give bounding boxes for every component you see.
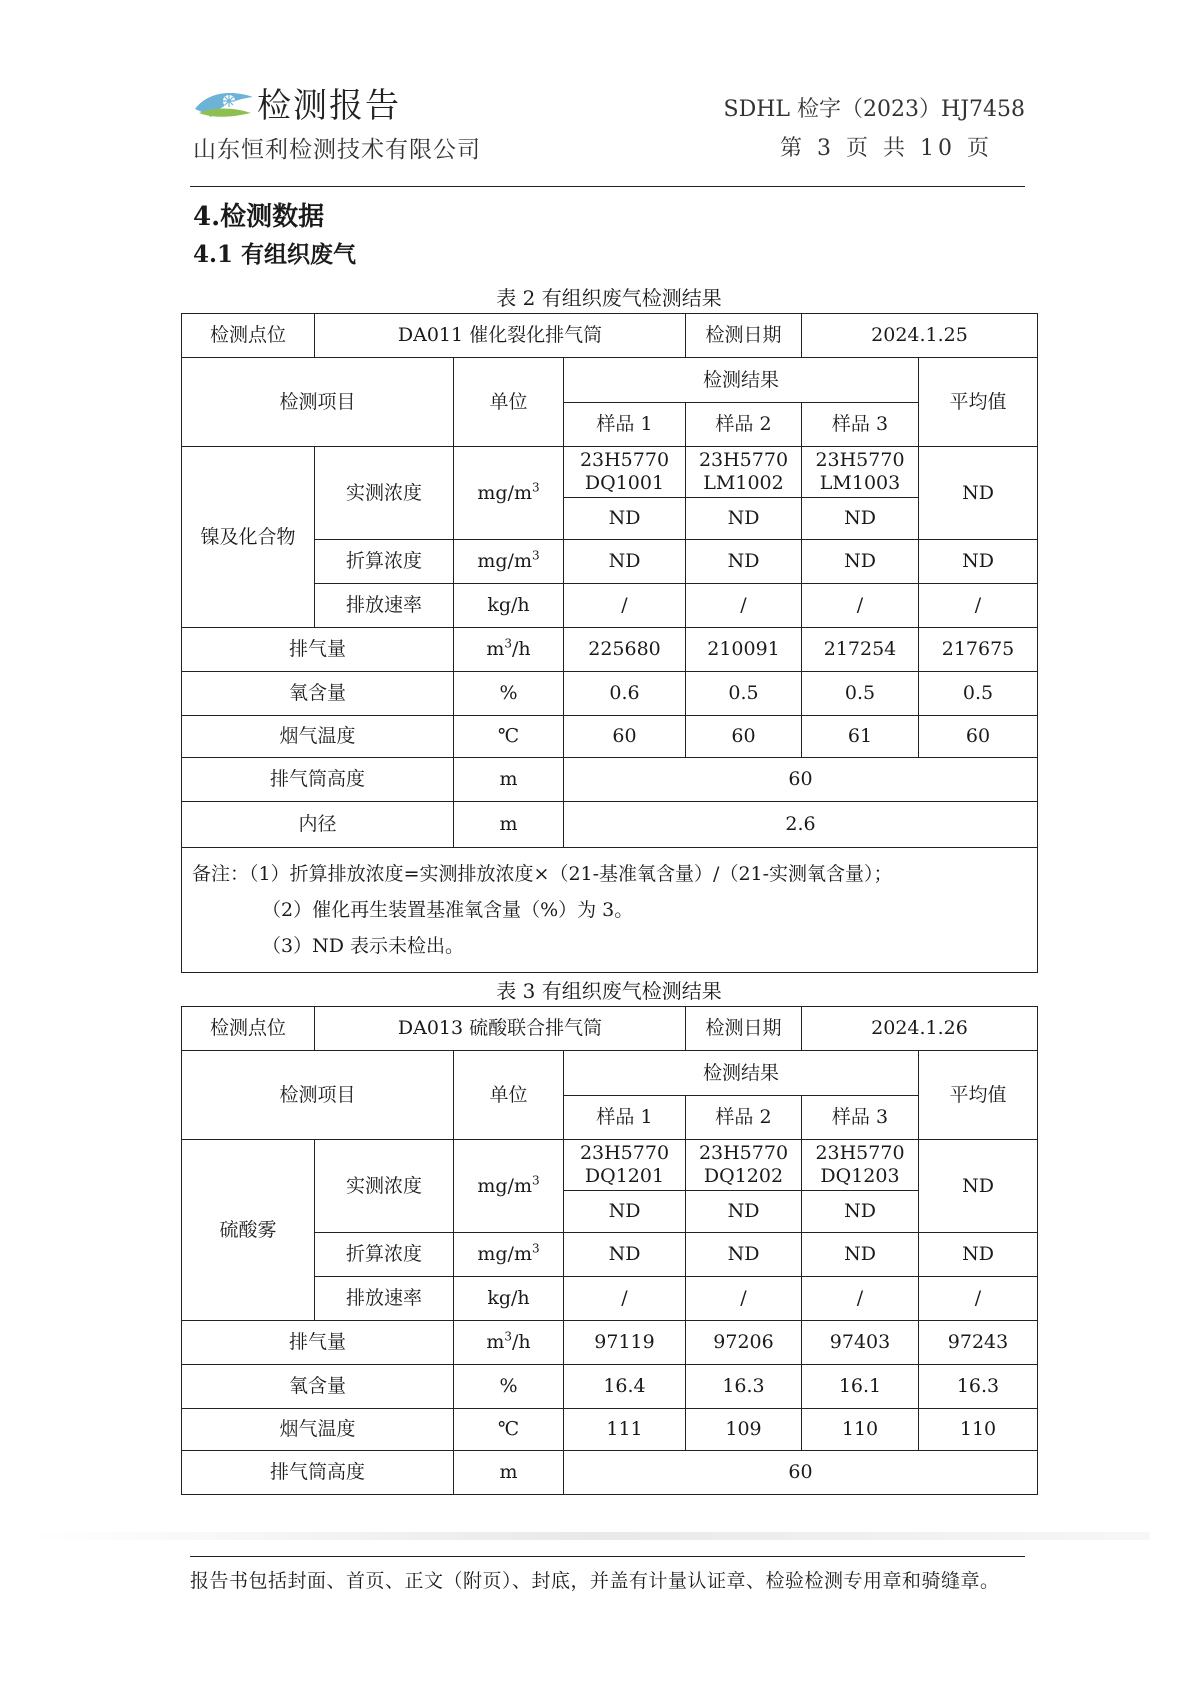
converted-value: ND <box>686 540 802 584</box>
converted-value: ND <box>802 540 919 584</box>
item-header: 检测项目 <box>182 358 454 447</box>
section-title: 4.检测数据 <box>193 202 325 232</box>
item-header: 检测项目 <box>182 1051 454 1140</box>
sample-id: 23H5770 LM1002 <box>686 447 802 498</box>
converted-avg: ND <box>919 540 1038 584</box>
converted-conc-unit: $mg/m^3$ <box>454 1233 564 1277</box>
temp-avg: 110 <box>919 1409 1038 1451</box>
date-label: 检测日期 <box>686 314 802 358</box>
pollutant-name: 硫酸雾 <box>182 1140 315 1321</box>
temp-value: 110 <box>802 1409 919 1451</box>
company-name: 山东恒利检测技术有限公司 <box>193 137 481 163</box>
stack-height-value: 60 <box>564 1451 1038 1495</box>
table2 <box>181 313 1038 973</box>
oxygen-label: 氧含量 <box>182 672 454 716</box>
result-header: 检测结果 <box>564 358 919 403</box>
exhaust-value: 97403 <box>802 1321 919 1365</box>
sample2-header: 样品 2 <box>686 403 802 447</box>
rate-value: / <box>686 584 802 628</box>
footer-divider <box>190 1556 1025 1557</box>
exhaust-value: 217254 <box>802 628 919 672</box>
scan-artifact <box>30 1532 1150 1540</box>
converted-conc-label: 折算浓度 <box>315 540 454 584</box>
stack-height-unit: m <box>454 1451 564 1495</box>
sample-id: 23H5770 DQ1203 <box>802 1140 919 1191</box>
exhaust-label: 排气量 <box>182 628 454 672</box>
rate-value: / <box>564 584 686 628</box>
sample-id: 23H5770 LM1003 <box>802 447 919 498</box>
sample3-header: 样品 3 <box>802 1096 919 1140</box>
unit-header: 单位 <box>454 358 564 447</box>
converted-conc-unit: $mg/m^3$ <box>454 540 564 584</box>
temp-value: 111 <box>564 1409 686 1451</box>
stack-height-value: 60 <box>564 758 1038 802</box>
footer-note: 报告书包括封面、首页、正文（附页）、封底，并盖有计量认证章、检验检测专用章和骑缝章。 <box>190 1570 1000 1592</box>
exhaust-avg: 217675 <box>919 628 1038 672</box>
emission-rate-unit: kg/h <box>454 1277 564 1321</box>
avg-header: 平均值 <box>919 358 1038 447</box>
oxygen-value: 0.6 <box>564 672 686 716</box>
converted-value: ND <box>564 540 686 584</box>
site-value: DA011 催化裂化排气筒 <box>315 314 686 358</box>
oxygen-label: 氧含量 <box>182 1365 454 1409</box>
report-header <box>193 78 481 164</box>
flue-temp-unit: ℃ <box>454 716 564 758</box>
converted-value: ND <box>802 1233 919 1277</box>
site-label: 检测点位 <box>182 314 315 358</box>
inner-diameter-label: 内径 <box>182 802 454 848</box>
flue-temp-label: 烟气温度 <box>182 716 454 758</box>
measured-value: ND <box>686 498 802 540</box>
measured-avg: ND <box>919 447 1038 540</box>
exhaust-value: 97206 <box>686 1321 802 1365</box>
rate-value: / <box>564 1277 686 1321</box>
table2-caption: 表 2 有组织废气检测结果 <box>496 286 722 310</box>
oxygen-avg: 16.3 <box>919 1365 1038 1409</box>
exhaust-unit: $m^3/h$ <box>454 628 564 672</box>
temp-value: 60 <box>564 716 686 758</box>
measured-value: ND <box>802 498 919 540</box>
converted-avg: ND <box>919 1233 1038 1277</box>
oxygen-avg: 0.5 <box>919 672 1038 716</box>
report-number: SDHL 检字（2023）HJ7458 <box>723 97 1025 122</box>
exhaust-avg: 97243 <box>919 1321 1038 1365</box>
stack-height-label: 排气筒高度 <box>182 1451 454 1495</box>
stack-height-unit: m <box>454 758 564 802</box>
company-logo-icon <box>193 83 255 123</box>
note-item: （2）催化再生装置基准氧含量（%）为 3。 <box>262 899 634 921</box>
note-item: （3）ND 表示未检出。 <box>262 935 464 957</box>
oxygen-value: 16.4 <box>564 1365 686 1409</box>
temp-value: 109 <box>686 1409 802 1451</box>
page-info: 第 3 页 共 10 页 <box>780 136 993 161</box>
site-label: 检测点位 <box>182 1007 315 1051</box>
exhaust-value: 97119 <box>564 1321 686 1365</box>
site-value: DA013 硫酸联合排气筒 <box>315 1007 686 1051</box>
measured-value: ND <box>686 1191 802 1233</box>
measured-avg: ND <box>919 1140 1038 1233</box>
temp-value: 61 <box>802 716 919 758</box>
report-title-logo: 检测报告 <box>257 86 401 126</box>
sample1-header: 样品 1 <box>564 403 686 447</box>
flue-temp-label: 烟气温度 <box>182 1409 454 1451</box>
report-meta <box>724 92 1025 170</box>
rate-avg: / <box>919 584 1038 628</box>
notes-label: 备注： <box>192 863 250 885</box>
flue-temp-unit: ℃ <box>454 1409 564 1451</box>
converted-value: ND <box>686 1233 802 1277</box>
exhaust-label: 排气量 <box>182 1321 454 1365</box>
table3-caption: 表 3 有组织废气检测结果 <box>496 979 722 1003</box>
unit-header: 单位 <box>454 1051 564 1140</box>
avg-header: 平均值 <box>919 1051 1038 1140</box>
measured-conc-unit: $mg/m^3$ <box>454 1140 564 1233</box>
temp-value: 60 <box>686 716 802 758</box>
exhaust-value: 225680 <box>564 628 686 672</box>
subsection-title: 4.1 有组织废气 <box>193 241 357 268</box>
rate-value: / <box>686 1277 802 1321</box>
measured-value: ND <box>564 498 686 540</box>
note-item: （1）折算排放浓度=实测排放浓度×（21-基准氧含量）/（21-实测氧含量）； <box>249 863 893 885</box>
sample-id: 23H5770 DQ1202 <box>686 1140 802 1191</box>
date-label: 检测日期 <box>686 1007 802 1051</box>
logo-row <box>193 78 481 127</box>
measured-conc-label: 实测浓度 <box>315 447 454 540</box>
sample3-header: 样品 3 <box>802 403 919 447</box>
measured-value: ND <box>802 1191 919 1233</box>
rate-avg: / <box>919 1277 1038 1321</box>
exhaust-unit: $m^3/h$ <box>454 1321 564 1365</box>
oxygen-value: 16.1 <box>802 1365 919 1409</box>
inner-diameter-value: 2.6 <box>564 802 1038 848</box>
pollutant-name: 镍及化合物 <box>182 447 315 628</box>
date-value: 2024.1.26 <box>802 1007 1038 1051</box>
measured-conc-unit: $mg/m^3$ <box>454 447 564 540</box>
oxygen-unit: % <box>454 672 564 716</box>
emission-rate-label: 排放速率 <box>315 584 454 628</box>
converted-conc-label: 折算浓度 <box>315 1233 454 1277</box>
header-divider <box>190 186 1025 187</box>
stack-height-label: 排气筒高度 <box>182 758 454 802</box>
temp-avg: 60 <box>919 716 1038 758</box>
measured-value: ND <box>564 1191 686 1233</box>
table3 <box>181 1006 1038 1495</box>
exhaust-value: 210091 <box>686 628 802 672</box>
table2-notes <box>182 848 1038 973</box>
converted-value: ND <box>564 1233 686 1277</box>
sample-id: 23H5770 DQ1001 <box>564 447 686 498</box>
inner-diameter-unit: m <box>454 802 564 848</box>
oxygen-value: 0.5 <box>802 672 919 716</box>
oxygen-value: 16.3 <box>686 1365 802 1409</box>
date-value: 2024.1.25 <box>802 314 1038 358</box>
rate-value: / <box>802 584 919 628</box>
sample2-header: 样品 2 <box>686 1096 802 1140</box>
oxygen-value: 0.5 <box>686 672 802 716</box>
emission-rate-label: 排放速率 <box>315 1277 454 1321</box>
emission-rate-unit: kg/h <box>454 584 564 628</box>
sample-id: 23H5770 DQ1201 <box>564 1140 686 1191</box>
measured-conc-label: 实测浓度 <box>315 1140 454 1233</box>
sample1-header: 样品 1 <box>564 1096 686 1140</box>
oxygen-unit: % <box>454 1365 564 1409</box>
result-header: 检测结果 <box>564 1051 919 1096</box>
rate-value: / <box>802 1277 919 1321</box>
